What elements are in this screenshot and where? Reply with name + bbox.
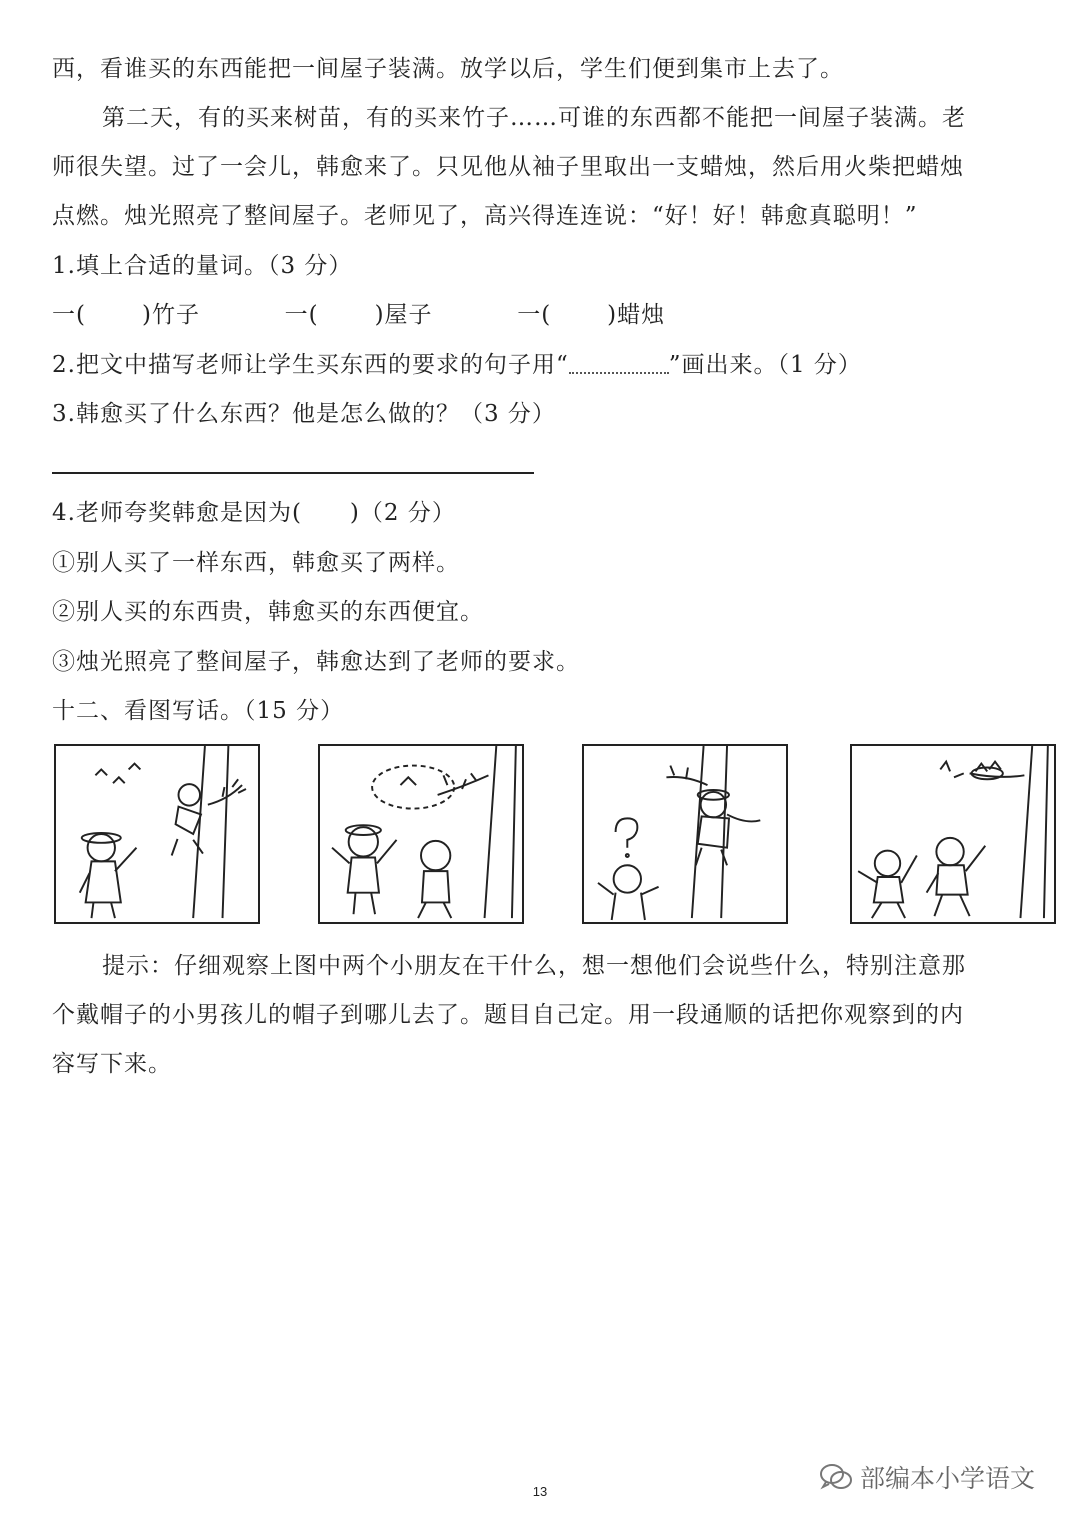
question-2: 2.把文中描写老师让学生买东西的要求的句子用“ ”画出来。（1 分） (52, 352, 862, 378)
comic-panel-3 (582, 744, 788, 924)
hint-line: 提示：仔细观察上图中两个小朋友在干什么，想一想他们会说些什么，特别注意那 (102, 953, 966, 979)
hint-line: 个戴帽子的小男孩儿的帽子到哪儿去了。题目自己定。用一段通顺的话把你观察到的内 (52, 1002, 964, 1028)
comic-panel-2 (318, 744, 524, 924)
option-2: ②别人买的东西贵，韩愈买的东西便宜。 (52, 599, 484, 625)
comic-illustration (852, 746, 1054, 922)
section-12-title: 十二、看图写话。（15 分） (52, 698, 345, 724)
comic-illustration (56, 746, 258, 922)
question-1-title: 1.填上合适的量词。（3 分） (52, 253, 353, 279)
comic-panel-1 (54, 744, 260, 924)
measure-word-item: 一( )蜡烛 (517, 302, 666, 328)
question-4-title: 4.老师夸奖韩愈是因为( )（2 分） (52, 500, 456, 526)
measure-word-item: 一( )竹子 (52, 302, 200, 328)
wechat-icon (818, 1462, 854, 1492)
answer-line[interactable] (52, 472, 534, 474)
watermark-text: 部编本小学语文 (860, 1464, 1036, 1493)
watermark (818, 1459, 1035, 1495)
passage-line: 师很失望。过了一会儿，韩愈来了。只见他从袖子里取出一支蜡烛，然后用火柴把蜡烛 (52, 154, 964, 180)
option-1: ①别人买了一样东西，韩愈买了两样。 (52, 550, 460, 576)
passage-line: 第二天，有的买来树苗，有的买来竹子……可谁的东西都不能把一间屋子装满。老 (102, 105, 966, 131)
hint-line: 容写下来。 (52, 1051, 172, 1077)
measure-word-item: 一( )屋子 (284, 302, 433, 328)
comic-illustration (320, 746, 522, 922)
question-1-blanks (52, 300, 665, 330)
passage-line: 西，看谁买的东西能把一间屋子装满。放学以后，学生们便到集市上去了。 (52, 56, 844, 82)
question-3-title: 3.韩愈买了什么东西？他是怎么做的？（3 分） (52, 401, 556, 427)
option-3: ③烛光照亮了整间屋子，韩愈达到了老师的要求。 (52, 649, 580, 675)
wavy-underline-sample (569, 358, 669, 374)
comic-panel-4 (850, 744, 1056, 924)
comic-illustration (584, 746, 786, 922)
passage-line: 点燃。烛光照亮了整间屋子。老师见了，高兴得连连说：“好！好！韩愈真聪明！” (52, 203, 918, 229)
page-number: 13 (532, 1484, 548, 1499)
